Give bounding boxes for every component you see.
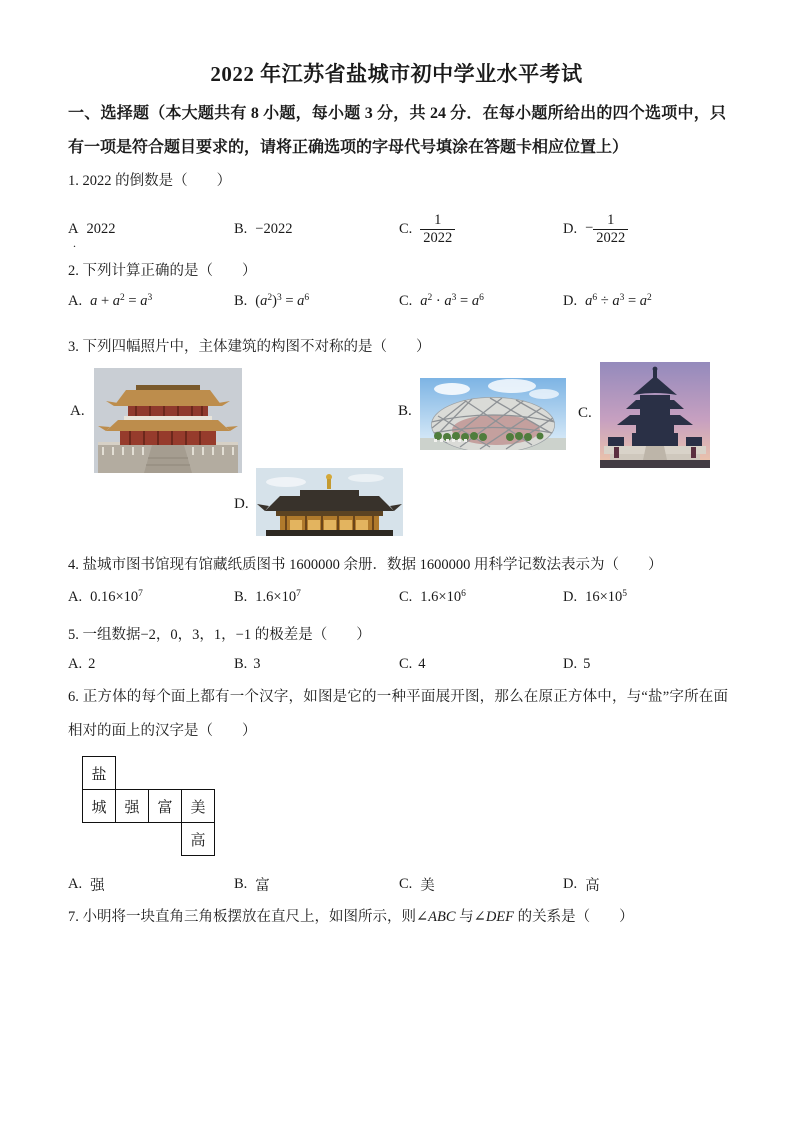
- question-7-stem: 7. 小明将一块直角三角板摆放在直尺上，如图所示，则∠ABC 与∠DEF 的关系是（ ）: [68, 909, 634, 925]
- question-6-stem-line1: 6. 正方体的每个面上都有一个汉字，如图是它的一种平面展开图，那么在原正方体中，与“盐”字所在面: [68, 689, 728, 705]
- question-3-stem: 3. 下列四幅照片中，主体建筑的构图不对称的是（ ）: [68, 339, 431, 355]
- q2-option-d-value: $a^6 \div a^3 = a^2$: [585, 293, 652, 309]
- q2-option-a-label: A.: [68, 293, 83, 309]
- net-cell-gao: 高: [181, 822, 215, 856]
- temple-hall-photo: [256, 468, 403, 536]
- q1-option-c-label: C.: [399, 220, 413, 237]
- q4-option-d-label: D.: [563, 589, 578, 605]
- birds-nest-stadium-photo-image: [420, 378, 566, 450]
- q6-option-a: [68, 874, 105, 895]
- q5-option-c: [399, 656, 426, 673]
- q4-option-b: [234, 589, 301, 606]
- q1-option-b: [234, 204, 292, 254]
- q2-option-c-value: $a^2 \cdot a^3 = a^6$: [420, 293, 484, 309]
- stray-period-artifact: .: [73, 236, 76, 250]
- q4-option-c-value: $1.6\times 10^6$: [420, 589, 466, 605]
- q2-option-d: [563, 293, 652, 310]
- birds-nest-stadium-photo: [420, 378, 566, 450]
- q5-option-b-value: 3: [253, 656, 261, 672]
- q2-option-a: [68, 293, 152, 310]
- section-header-line1: 一、选择题（本大题共有 8 小题，每小题 3 分，共 24 分．在每小题所给出的四个选项中，只: [68, 105, 726, 122]
- imperial-palace-photo-image: [94, 368, 242, 473]
- q5-option-a-label: A.: [68, 656, 83, 672]
- q2-option-d-label: D.: [563, 293, 578, 309]
- q4-option-a: [68, 589, 143, 606]
- q6-option-a-value: 强: [90, 878, 105, 894]
- q4-option-d: [563, 589, 627, 606]
- q4-option-c-label: C.: [399, 589, 413, 605]
- q5-option-d-label: D.: [563, 656, 578, 672]
- q4-option-a-label: A.: [68, 589, 83, 605]
- question-1-options: [68, 204, 728, 254]
- net-cell-mei: 美: [181, 789, 215, 823]
- q4-option-b-value: $1.6\times 10^7$: [255, 589, 301, 605]
- question-2-stem: 2. 下列计算正确的是（ ）: [68, 263, 257, 279]
- q1-option-a-value: 2022: [86, 220, 116, 237]
- question-2-options: [68, 293, 728, 319]
- q1-option-d: [563, 204, 628, 254]
- q1-option-d-value: − $\frac{1}{2022}$: [585, 212, 628, 245]
- question-4-stem: 4. 盐城市图书馆现有馆藏纸质图书 1600000 余册．数据 1600000 用科学记数法表示为（ ）: [68, 557, 663, 573]
- cube-net-diagram: [82, 756, 217, 857]
- net-cell-qiang: 强: [115, 789, 149, 823]
- question-5-options: [68, 656, 728, 678]
- q4-option-d-value: $16\times 10^5$: [585, 589, 628, 605]
- question-1-stem: 1. 2022 的倒数是（ ）: [68, 173, 232, 189]
- net-cell-yan: 盐: [82, 756, 116, 790]
- q5-option-c-value: 4: [418, 656, 426, 672]
- q6-option-c-value: 美: [420, 878, 435, 894]
- photo-d-label: D.: [234, 496, 249, 512]
- q6-option-c-label: C.: [399, 876, 413, 892]
- q6-option-c: [399, 874, 435, 895]
- q1-option-d-label: D.: [563, 220, 578, 237]
- temple-of-heaven-photo: [600, 362, 710, 468]
- q6-option-b: [234, 874, 270, 895]
- q5-option-a-value: 2: [88, 656, 96, 672]
- page-title: 2022 年江苏省盐城市初中学业水平考试: [210, 62, 583, 86]
- q5-option-b-label: B.: [234, 656, 248, 672]
- question-6-stem-line2: 相对的面上的汉字是（ ）: [68, 723, 257, 739]
- question-6-options: [68, 874, 728, 896]
- q6-option-d-value: 高: [585, 878, 600, 894]
- q5-option-d-value: 5: [583, 656, 591, 672]
- temple-of-heaven-photo-image: [600, 362, 710, 468]
- photo-a-label: A.: [70, 403, 85, 419]
- q6-option-d-label: D.: [563, 876, 578, 892]
- q5-option-d: [563, 656, 590, 673]
- q2-option-b-value: $(a^2)^3 = a^6$: [255, 293, 310, 309]
- q2-option-c: [399, 293, 484, 310]
- section-header-line2: 有一项是符合题目要求的，请将正确选项的字母代号填涂在答题卡相应位置上）: [68, 139, 629, 156]
- question-5-stem: 5. 一组数据−2，0，3，1，−1 的极差是（ ）: [68, 627, 371, 643]
- imperial-palace-photo: [94, 368, 242, 473]
- q1-option-c-value: $\frac{1}{2022}$: [420, 212, 455, 245]
- net-cell-fu: 富: [148, 789, 182, 823]
- q2-option-b: [234, 293, 309, 310]
- q6-option-a-label: A.: [68, 876, 83, 892]
- q2-option-a-value: $a + a^2 = a^3$: [90, 293, 153, 309]
- q2-option-c-label: C.: [399, 293, 413, 309]
- photo-c-label: C.: [578, 405, 592, 421]
- q6-option-b-label: B.: [234, 876, 248, 892]
- q1-option-c: [399, 204, 455, 254]
- q4-option-a-value: $0.16\times 10^7$: [90, 589, 143, 605]
- net-cell-cheng: 城: [82, 789, 116, 823]
- q5-option-a: [68, 656, 95, 673]
- q2-option-b-label: B.: [234, 293, 248, 309]
- photo-b-label: B.: [398, 403, 412, 419]
- q6-option-b-value: 富: [255, 878, 270, 894]
- q4-option-b-label: B.: [234, 589, 248, 605]
- question-4-options: [68, 589, 728, 613]
- q1-option-b-value: −2022: [255, 220, 293, 237]
- q4-option-c: [399, 589, 466, 606]
- q6-option-d: [563, 874, 600, 895]
- temple-hall-photo-image: [256, 468, 403, 536]
- q5-option-b: [234, 656, 261, 673]
- q5-option-c-label: C.: [399, 656, 413, 672]
- q1-option-b-label: B.: [234, 220, 248, 237]
- q1-option-a-label: A: [68, 220, 79, 237]
